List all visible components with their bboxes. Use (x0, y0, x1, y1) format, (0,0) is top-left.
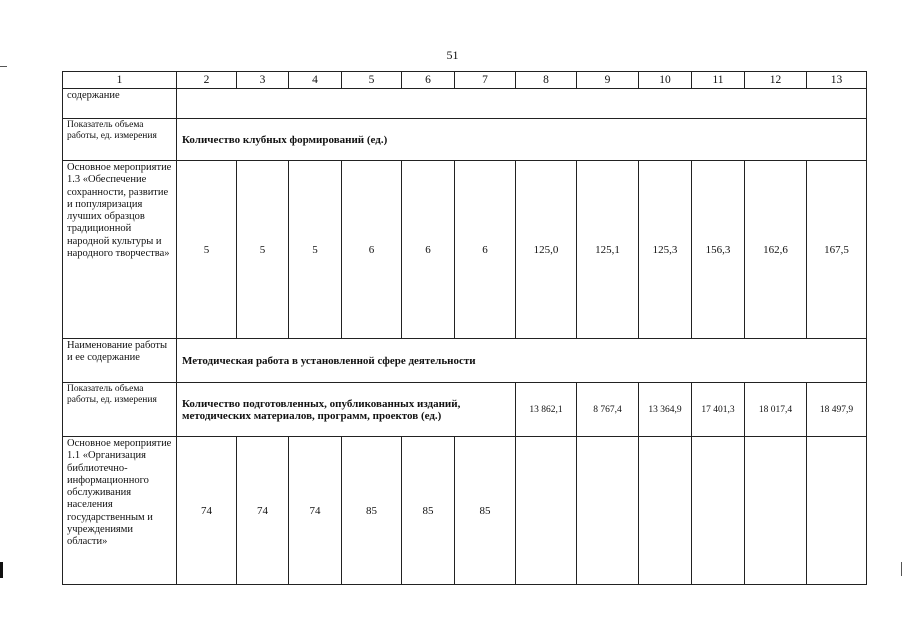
column-header: 8 (516, 72, 577, 89)
table-cell (516, 437, 577, 585)
table-cell: 74 (237, 437, 289, 585)
table-cell: 74 (289, 437, 342, 585)
column-header: 9 (577, 72, 639, 89)
table-cell (639, 437, 692, 585)
column-header: 4 (289, 72, 342, 89)
column-header: 7 (455, 72, 516, 89)
table-cell: 125,1 (577, 161, 639, 339)
right-edge-mark (901, 562, 902, 576)
left-edge-mark-bottom (0, 562, 3, 578)
column-header: 1 (63, 72, 177, 89)
header-row (63, 72, 867, 89)
row-label: Показатель объема работы, ед. измерения (63, 383, 177, 437)
row-label: содержание (63, 89, 177, 119)
column-header: 5 (342, 72, 402, 89)
table-cell (692, 437, 745, 585)
work-title: Методическая работа в установленной сфере деятельности (177, 339, 867, 383)
data-table (62, 71, 867, 585)
column-header: 6 (402, 72, 455, 89)
table-cell: 18 017,4 (745, 383, 807, 437)
column-header: 3 (237, 72, 289, 89)
table-cell: 125,0 (516, 161, 577, 339)
page-number: 51 (446, 48, 459, 62)
table-cell: 162,6 (745, 161, 807, 339)
column-header: 11 (692, 72, 745, 89)
column-header: 2 (177, 72, 237, 89)
table-cell: 8 767,4 (577, 383, 639, 437)
column-header: 12 (745, 72, 807, 89)
row-label: Основное мероприятие 1.1 «Организация библиотечно-информационного обслуживания населения государственным и учреждениями области» (63, 437, 177, 585)
table-cell: 18 497,9 (807, 383, 867, 437)
table-cell: 6 (342, 161, 402, 339)
table-row (63, 161, 867, 339)
indicator-title: Количество подготовленных, опубликованных изданий, методических материалов, программ, проектов (ед.) (177, 383, 516, 437)
table-cell: 13 862,1 (516, 383, 577, 437)
table-cell: 125,3 (639, 161, 692, 339)
indicator-title: Количество клубных формирований (ед.) (177, 119, 867, 161)
table-cell (577, 437, 639, 585)
table-cell: 5 (289, 161, 342, 339)
row-label: Показатель объема работы, ед. измерения (63, 119, 177, 161)
column-header: 13 (807, 72, 867, 89)
merged-cell (177, 89, 867, 119)
table-row (63, 437, 867, 585)
table-row (63, 119, 867, 161)
row-label: Основное мероприятие 1.3 «Обеспечение сохранности, развитие и популяризация лучших образцов традиционной народной культуры и народного творчества» (63, 161, 177, 339)
table-cell: 85 (402, 437, 455, 585)
table-cell: 85 (455, 437, 516, 585)
table-cell: 5 (237, 161, 289, 339)
table-cell: 85 (342, 437, 402, 585)
table-cell: 17 401,3 (692, 383, 745, 437)
row-label: Наименование работы и ее содержание (63, 339, 177, 383)
table-cell: 156,3 (692, 161, 745, 339)
left-edge-mark-top (0, 66, 7, 67)
table-row (63, 339, 867, 383)
table-row (63, 383, 867, 437)
table-cell: 5 (177, 161, 237, 339)
table-cell: 6 (455, 161, 516, 339)
table-row (63, 89, 867, 119)
table-cell (807, 437, 867, 585)
table-cell (745, 437, 807, 585)
table-cell: 6 (402, 161, 455, 339)
table-cell: 13 364,9 (639, 383, 692, 437)
table-cell: 167,5 (807, 161, 867, 339)
column-header: 10 (639, 72, 692, 89)
table-cell: 74 (177, 437, 237, 585)
